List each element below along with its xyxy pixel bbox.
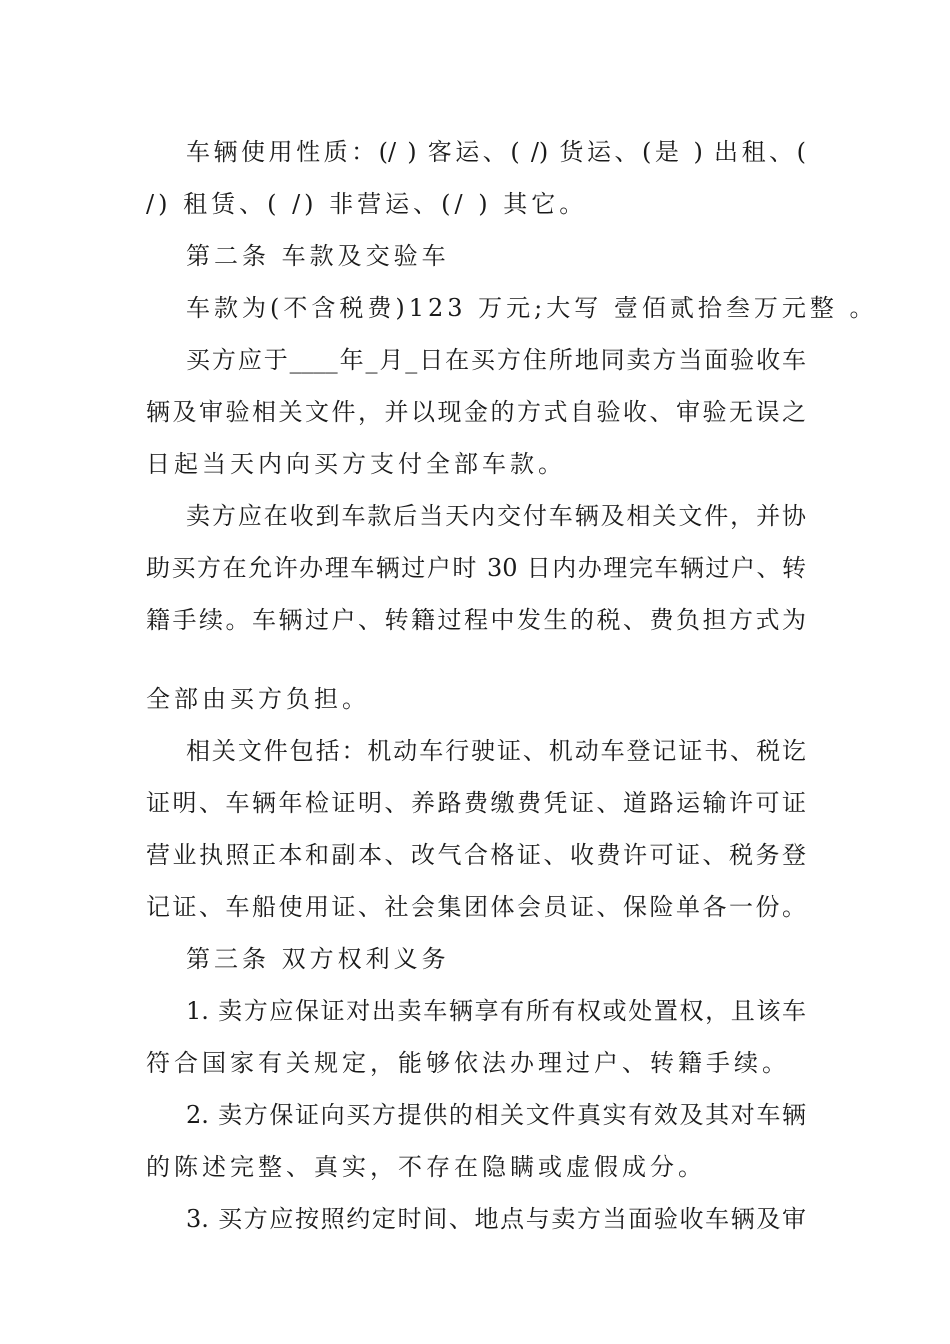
text-line-item-1-cont: 符合国家有关规定，能够依法办理过户、转籍手续。 xyxy=(146,1049,790,1077)
text-line-usage-nature: 车辆使用性质：(/ ) 客运、( /) 货运、(是 ) 出租、( xyxy=(186,138,806,166)
text-line-documents-2: 证明、车辆年检证明、养路费缴费凭证、道路运输许可证 xyxy=(146,789,806,817)
text-line-documents-4: 记证、车船使用证、社会集团体会员证、保险单各一份。 xyxy=(146,893,806,921)
text-line-price: 车款为(不含税费)123 万元;大写 壹佰贰拾叁万元整 。 xyxy=(186,294,878,322)
text-line-fee-burden: 全部由买方负担。 xyxy=(146,685,370,713)
section-heading-article-2: 第二条 车款及交验车 xyxy=(186,242,450,270)
text-line-seller-deliver: 卖方应在收到车款后当天内交付车辆及相关文件，并协 xyxy=(186,502,806,530)
text-line-buyer-inspect-2: 辆及审验相关文件，并以现金的方式自验收、审验无误之 xyxy=(146,398,806,426)
text-line-item-1: 1. 卖方应保证对出卖车辆享有所有权或处置权，且该车 xyxy=(186,997,806,1025)
text-line-documents-3: 营业执照正本和副本、改气合格证、收费许可证、税务登 xyxy=(146,841,806,869)
text-line-usage-nature-cont: /) 租赁、( /) 非营运、(/ ) 其它。 xyxy=(146,190,588,218)
text-line-seller-deliver-2: 助买方在允许办理车辆过户时 30 日内办理完车辆过户、转 xyxy=(146,554,806,582)
text-line-buyer-inspect: 买方应于____年_月_日在买方住所地同卖方当面验收车 xyxy=(186,346,806,374)
text-line-item-3: 3. 买方应按照约定时间、地点与卖方当面验收车辆及审 xyxy=(186,1205,806,1233)
text-line-seller-deliver-3: 籍手续。车辆过户、转籍过程中发生的税、费负担方式为 xyxy=(146,606,806,634)
text-line-buyer-inspect-3: 日起当天内向买方支付全部车款。 xyxy=(146,450,566,478)
section-heading-article-3: 第三条 双方权利义务 xyxy=(186,945,450,973)
text-line-item-2: 2. 卖方保证向买方提供的相关文件真实有效及其对车辆 xyxy=(186,1101,806,1129)
text-line-documents: 相关文件包括：机动车行驶证、机动车登记证书、税讫 xyxy=(186,737,806,765)
text-line-item-2-cont: 的陈述完整、真实，不存在隐瞒或虚假成分。 xyxy=(146,1153,706,1181)
